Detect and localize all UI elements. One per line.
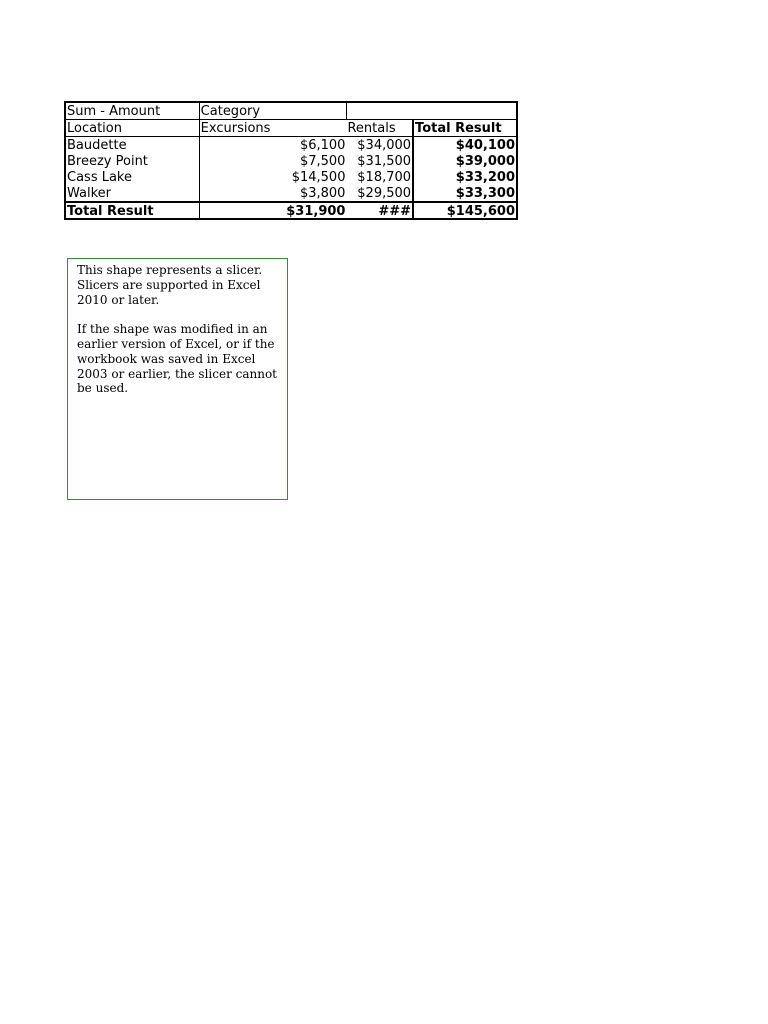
table-row (66, 137, 516, 154)
location-cell[interactable]: Breezy Point (66, 153, 199, 169)
rentals-cell[interactable]: $29,500 (357, 186, 412, 201)
pivot-corner-label[interactable]: Sum - Amount (66, 103, 199, 120)
slicer-placeholder-shape[interactable] (67, 258, 288, 500)
pivot-table (64, 101, 518, 220)
total-result-label[interactable]: Total Result (66, 202, 199, 219)
location-cell[interactable]: Walker (66, 185, 199, 202)
pivot-header-row-2 (66, 120, 516, 137)
slicer-note-paragraph-2: If the shape was modified in an earlier version of Excel, or if the workbook was saved in Excel 2003 or earlier, the slicer cannot be used. (77, 322, 277, 396)
location-cell[interactable]: Cass Lake (66, 169, 199, 185)
excursions-cell[interactable]: $3,800 (299, 186, 346, 201)
total-rentals-cell[interactable]: ### (346, 202, 413, 219)
rentals-cell[interactable]: $18,700 (357, 170, 412, 185)
column-header-excursions[interactable]: Excursions (199, 120, 346, 137)
rentals-cell[interactable]: $31,500 (357, 154, 412, 169)
slicer-note-paragraph-1: This shape represents a slicer. Slicers are supported in Excel 2010 or later. (77, 263, 263, 307)
location-cell[interactable]: Baudette (66, 137, 199, 154)
excursions-cell[interactable]: $6,100 (299, 138, 346, 153)
row-total-cell[interactable]: $40,100 (413, 137, 516, 154)
table-row (66, 185, 516, 202)
table-row (66, 169, 516, 185)
row-total-cell[interactable]: $39,000 (413, 153, 516, 169)
pivot-header-empty-cell[interactable] (346, 103, 516, 120)
pivot-column-field-label[interactable]: Category (199, 103, 346, 120)
excursions-cell[interactable]: $7,500 (299, 154, 346, 169)
grand-total-cell[interactable]: $145,600 (413, 202, 516, 219)
total-excursions-cell[interactable]: $31,900 (199, 202, 346, 219)
total-result-row (66, 202, 516, 219)
column-header-rentals[interactable]: Rentals (346, 120, 413, 137)
pivot-header-row-1 (66, 103, 516, 120)
row-total-cell[interactable]: $33,200 (413, 169, 516, 185)
rentals-cell[interactable]: $34,000 (357, 138, 412, 153)
excursions-cell[interactable]: $14,500 (291, 170, 346, 185)
column-header-total[interactable]: Total Result (413, 120, 516, 137)
pivot-row-field-label[interactable]: Location (66, 120, 199, 137)
pivot-grid (66, 103, 516, 219)
row-total-cell[interactable]: $33,300 (413, 185, 516, 202)
table-row (66, 153, 516, 169)
